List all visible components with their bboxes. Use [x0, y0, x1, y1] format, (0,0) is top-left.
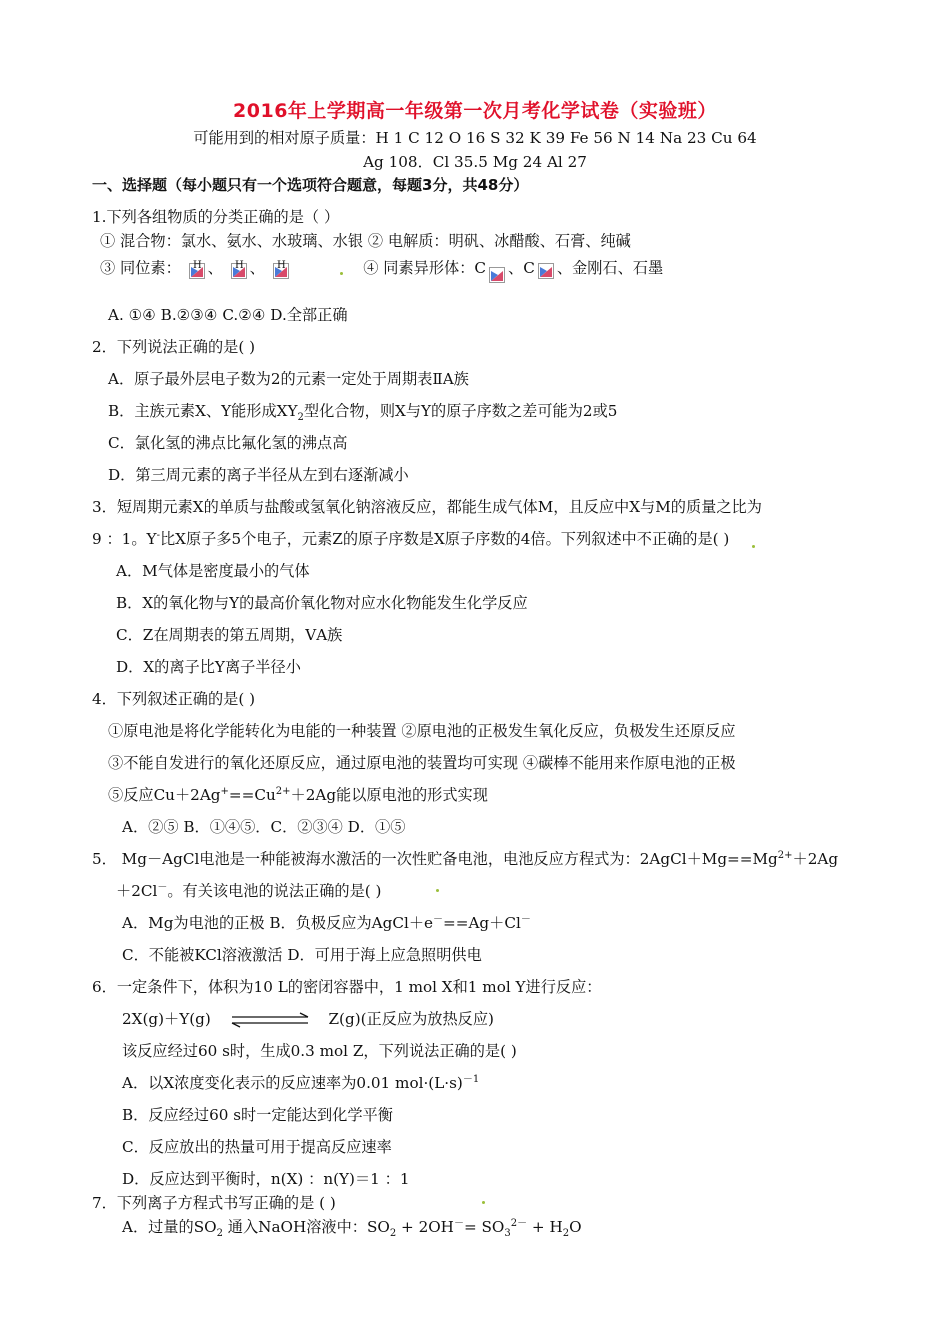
atomic-masses-line-1: 可能用到的相对原子质量：H 1 C 12 O 16 S 32 K 39 Fe 56 N 14 Na 23 Cu 64: [193, 129, 757, 147]
q7-stem: 7．下列离子方程式书写正确的是 ( ): [92, 1194, 336, 1212]
broken-image-icon: [189, 259, 205, 279]
iso-h-1: H: [192, 260, 202, 271]
q1-options: A. ①④ B.②③④ C.②④ D.全部正确: [108, 306, 348, 324]
q4-line-1: ①原电池是将化学能转化为电能的一种装置 ②原电池的正极发生氧化反应，负极发生还原反应: [108, 722, 736, 740]
stray-mark: [340, 272, 343, 275]
q5-options-ab: A．Mg为电池的正极 B．负极反应为AgCl＋e－==Ag＋Cl－: [122, 913, 531, 932]
exam-title: 2016年上学期高一年级第一次月考化学试卷（实验班）: [233, 100, 717, 122]
stray-mark: [482, 1201, 485, 1204]
q5-line-1: 5． Mg－AgCl电池是一种能被海水激活的一次性贮备电池，电池反应方程式为：$2AgCl+Mg==Mg^{2+}+2Ag$: [92, 849, 839, 868]
broken-image-icon: [538, 259, 554, 279]
q2-option-a: A．原子最外层电子数为2的元素一定处于周期表ⅡA族: [108, 370, 469, 388]
q5-options-cd: C．不能被KCl溶液激活 D．可用于海上应急照明供电: [122, 946, 482, 964]
q3-option-a: A．M气体是密度最小的气体: [116, 562, 310, 580]
q3-option-d: D．X的离子比Y离子半径小: [116, 658, 301, 676]
q6-option-c: C．反应放出的热量可用于提高反应速率: [122, 1138, 392, 1156]
q6-option-d: D．反应达到平衡时，n(X) ：n(Y)＝1 ：1: [122, 1170, 410, 1188]
q6-option-b: B．反应经过60 s时一定能达到化学平衡: [122, 1106, 393, 1124]
q6-stem: 6．一定条件下，体积为10 L的密闭容器中，1 mol X和1 mol Y进行反应：: [92, 978, 602, 996]
broken-image-icon: [489, 267, 505, 287]
stray-mark: [436, 889, 439, 892]
q1-stem: 1.下列各组物质的分类正确的是（ ）: [92, 208, 340, 226]
q7-option-a: A．过量的$SO_2$ 通入NaOH溶液中：$SO_2 + 2OH^-= SO_3^{2-} + H_2O$: [122, 1217, 582, 1240]
atomic-masses-line-2: Ag 108．Cl 35.5 Mg 24 Al 27: [363, 153, 587, 171]
q1-allotrope-label: ④ 同素异形体：C: [363, 259, 487, 277]
q1-line-2: ③ 同位素： H 、 H 、 H ④ 同素异形体：C 、C 、金刚石、石墨: [100, 258, 663, 279]
q1-isotope-label: ③ 同位素：: [100, 259, 181, 277]
q4-line-3: ⑤反应$Cu+2Ag^+==Cu^{2+}+2Ag$能以原电池的形式实现: [108, 785, 488, 804]
q3-line-2: 9 ：1。Y-比X原子多5个电子，元素Z的原子序数是X原子序数的4倍。下列叙述中不正确的是( ): [92, 529, 730, 548]
q4-line-2: ③不能自发进行的氧化还原反应，通过原电池的装置均可实现 ④碳棒不能用来作原电池的正极: [108, 754, 736, 772]
q2-option-d: D．第三周元素的离子半径从左到右逐渐减小: [108, 466, 409, 484]
q6-option-a: A．以X浓度变化表示的反应速率为0.01 $mol\cdot(L\cdot s)^{-1}$: [122, 1073, 480, 1092]
stray-mark: [752, 545, 755, 548]
q3-option-c: C．Z在周期表的第五周期，ⅤA族: [116, 626, 343, 644]
q2-option-b: B．主族元素X、Y能形成$XY_2$型化合物，则X与Y的原子序数之差可能为2或5: [108, 402, 618, 424]
iso-h-3: H: [276, 260, 286, 271]
q6-equation: 2X(g)＋Y(g) Z(g)(正反应为放热反应): [122, 1010, 494, 1028]
iso-h-2: H: [234, 260, 244, 271]
q3-stem: 3．短周期元素X的单质与盐酸或氢氧化钠溶液反应，都能生成气体M，且反应中X与M的质量之比为: [92, 498, 762, 516]
q5-line-2: ＋2Cl－。有关该电池的说法正确的是( ): [116, 881, 382, 900]
q3-option-b: B．X的氧化物与Y的最高价氧化物对应水化物能发生化学反应: [116, 594, 528, 612]
q4-options: A．②⑤ B．①④⑤．C．②③④ D．①⑤: [122, 818, 406, 836]
q4-stem: 4．下列叙述正确的是( ): [92, 690, 256, 708]
broken-image-icon: [231, 259, 247, 279]
q2-option-c: C．氯化氢的沸点比氟化氢的沸点高: [108, 434, 348, 452]
q1-line-1: ① 混合物：氯水、氨水、水玻璃、水银 ② 电解质：明矾、冰醋酸、石膏、纯碱: [100, 232, 631, 250]
broken-image-icon: [273, 259, 289, 279]
equilibrium-arrow-icon: [230, 1012, 310, 1028]
section-heading: 一、选择题（每小题只有一个选项符合题意，每题3分，共48分）: [92, 176, 529, 194]
q6-line-3: 该反应经过60 s时，生成0.3 mol Z，下列说法正确的是( ): [122, 1042, 517, 1060]
q2-stem: 2．下列说法正确的是( ): [92, 338, 256, 356]
